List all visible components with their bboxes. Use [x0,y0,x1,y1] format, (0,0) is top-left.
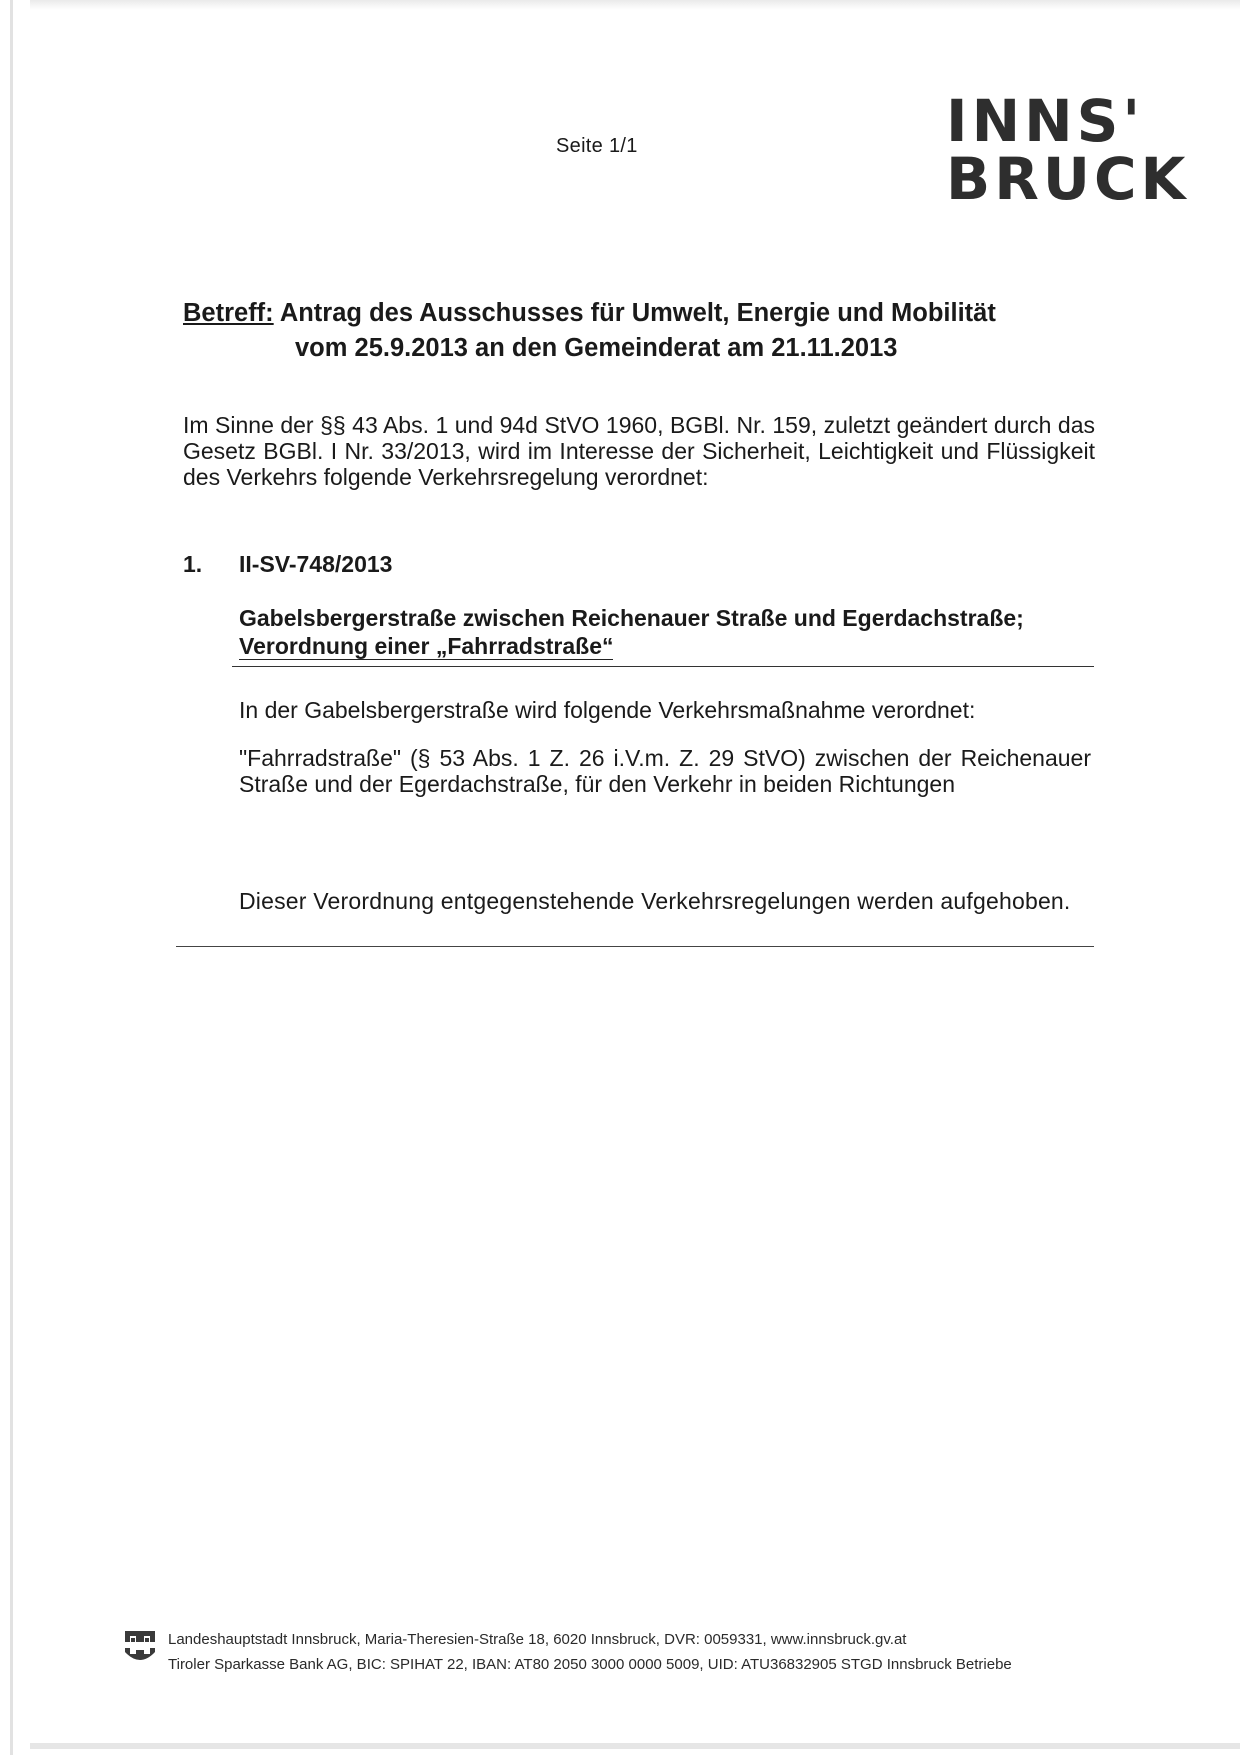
measure-text: "Fahrradstraße" (§ 53 Abs. 1 Z. 26 i.V.m. Z. 29 StVO) zwischen der Reichenauer Straße und der Egerdachstraße, für den Verkehr in beiden Richtungen [239,745,1091,797]
subject-line-2: vom 25.9.2013 an den Gemeinderat am 21.11.2013 [295,334,898,362]
logo-line-1: INNS' [946,87,1145,155]
subject-heading [183,296,1103,366]
item-number: 1. [183,551,203,577]
page-number: Seite 1/1 [556,135,638,157]
item-title-line-1: Gabelsbergerstraße zwischen Reichenauer Straße und Egerdachstraße; [239,605,1024,631]
item-title [239,604,1099,660]
innsbruck-logo [946,87,1190,213]
footer-address: Landeshauptstadt Innsbruck, Maria-Theresien-Straße 18, 6020 Innsbruck, DVR: 0059331, www.innsbruck.gv.at [168,1631,907,1648]
item-title-line-2: Verordnung einer „Fahrradstraße“ [239,633,614,659]
case-number: II-SV-748/2013 [239,551,393,577]
subject-line-1: Antrag des Ausschusses für Umwelt, Energie und Mobilität [279,299,996,327]
measure-intro: In der Gabelsbergerstraße wird folgende Verkehrsmaßnahme verordnet: [239,697,976,723]
repeal-statement: Dieser Verordnung entgegenstehende Verkehrsregelungen werden aufgehoben. [239,888,1071,914]
city-emblem-icon [124,1628,156,1664]
logo-line-2: BRUCK [946,145,1190,213]
scan-edge-top [30,0,1240,10]
scan-edge-bottom [30,1743,1240,1749]
scan-edge-left [10,0,13,1755]
subject-label: Betreff: [183,299,274,327]
footer-bank-details: Tiroler Sparkasse Bank AG, BIC: SPIHAT 22, IBAN: AT80 2050 3000 0000 5009, UID: ATU36832905 STGD Innsbruck Betriebe [168,1656,1012,1673]
title-divider [232,666,1094,667]
intro-paragraph: Im Sinne der §§ 43 Abs. 1 und 94d StVO 1960, BGBl. Nr. 159, zuletzt geändert durch das Gesetz BGBl. I Nr. 33/2013, wird im Interesse der Sicherheit, Leichtigkeit und Flüssigkeit des Verkehrs folgende Verkehrsregelung verordnet: [183,412,1095,490]
end-divider [176,946,1094,947]
